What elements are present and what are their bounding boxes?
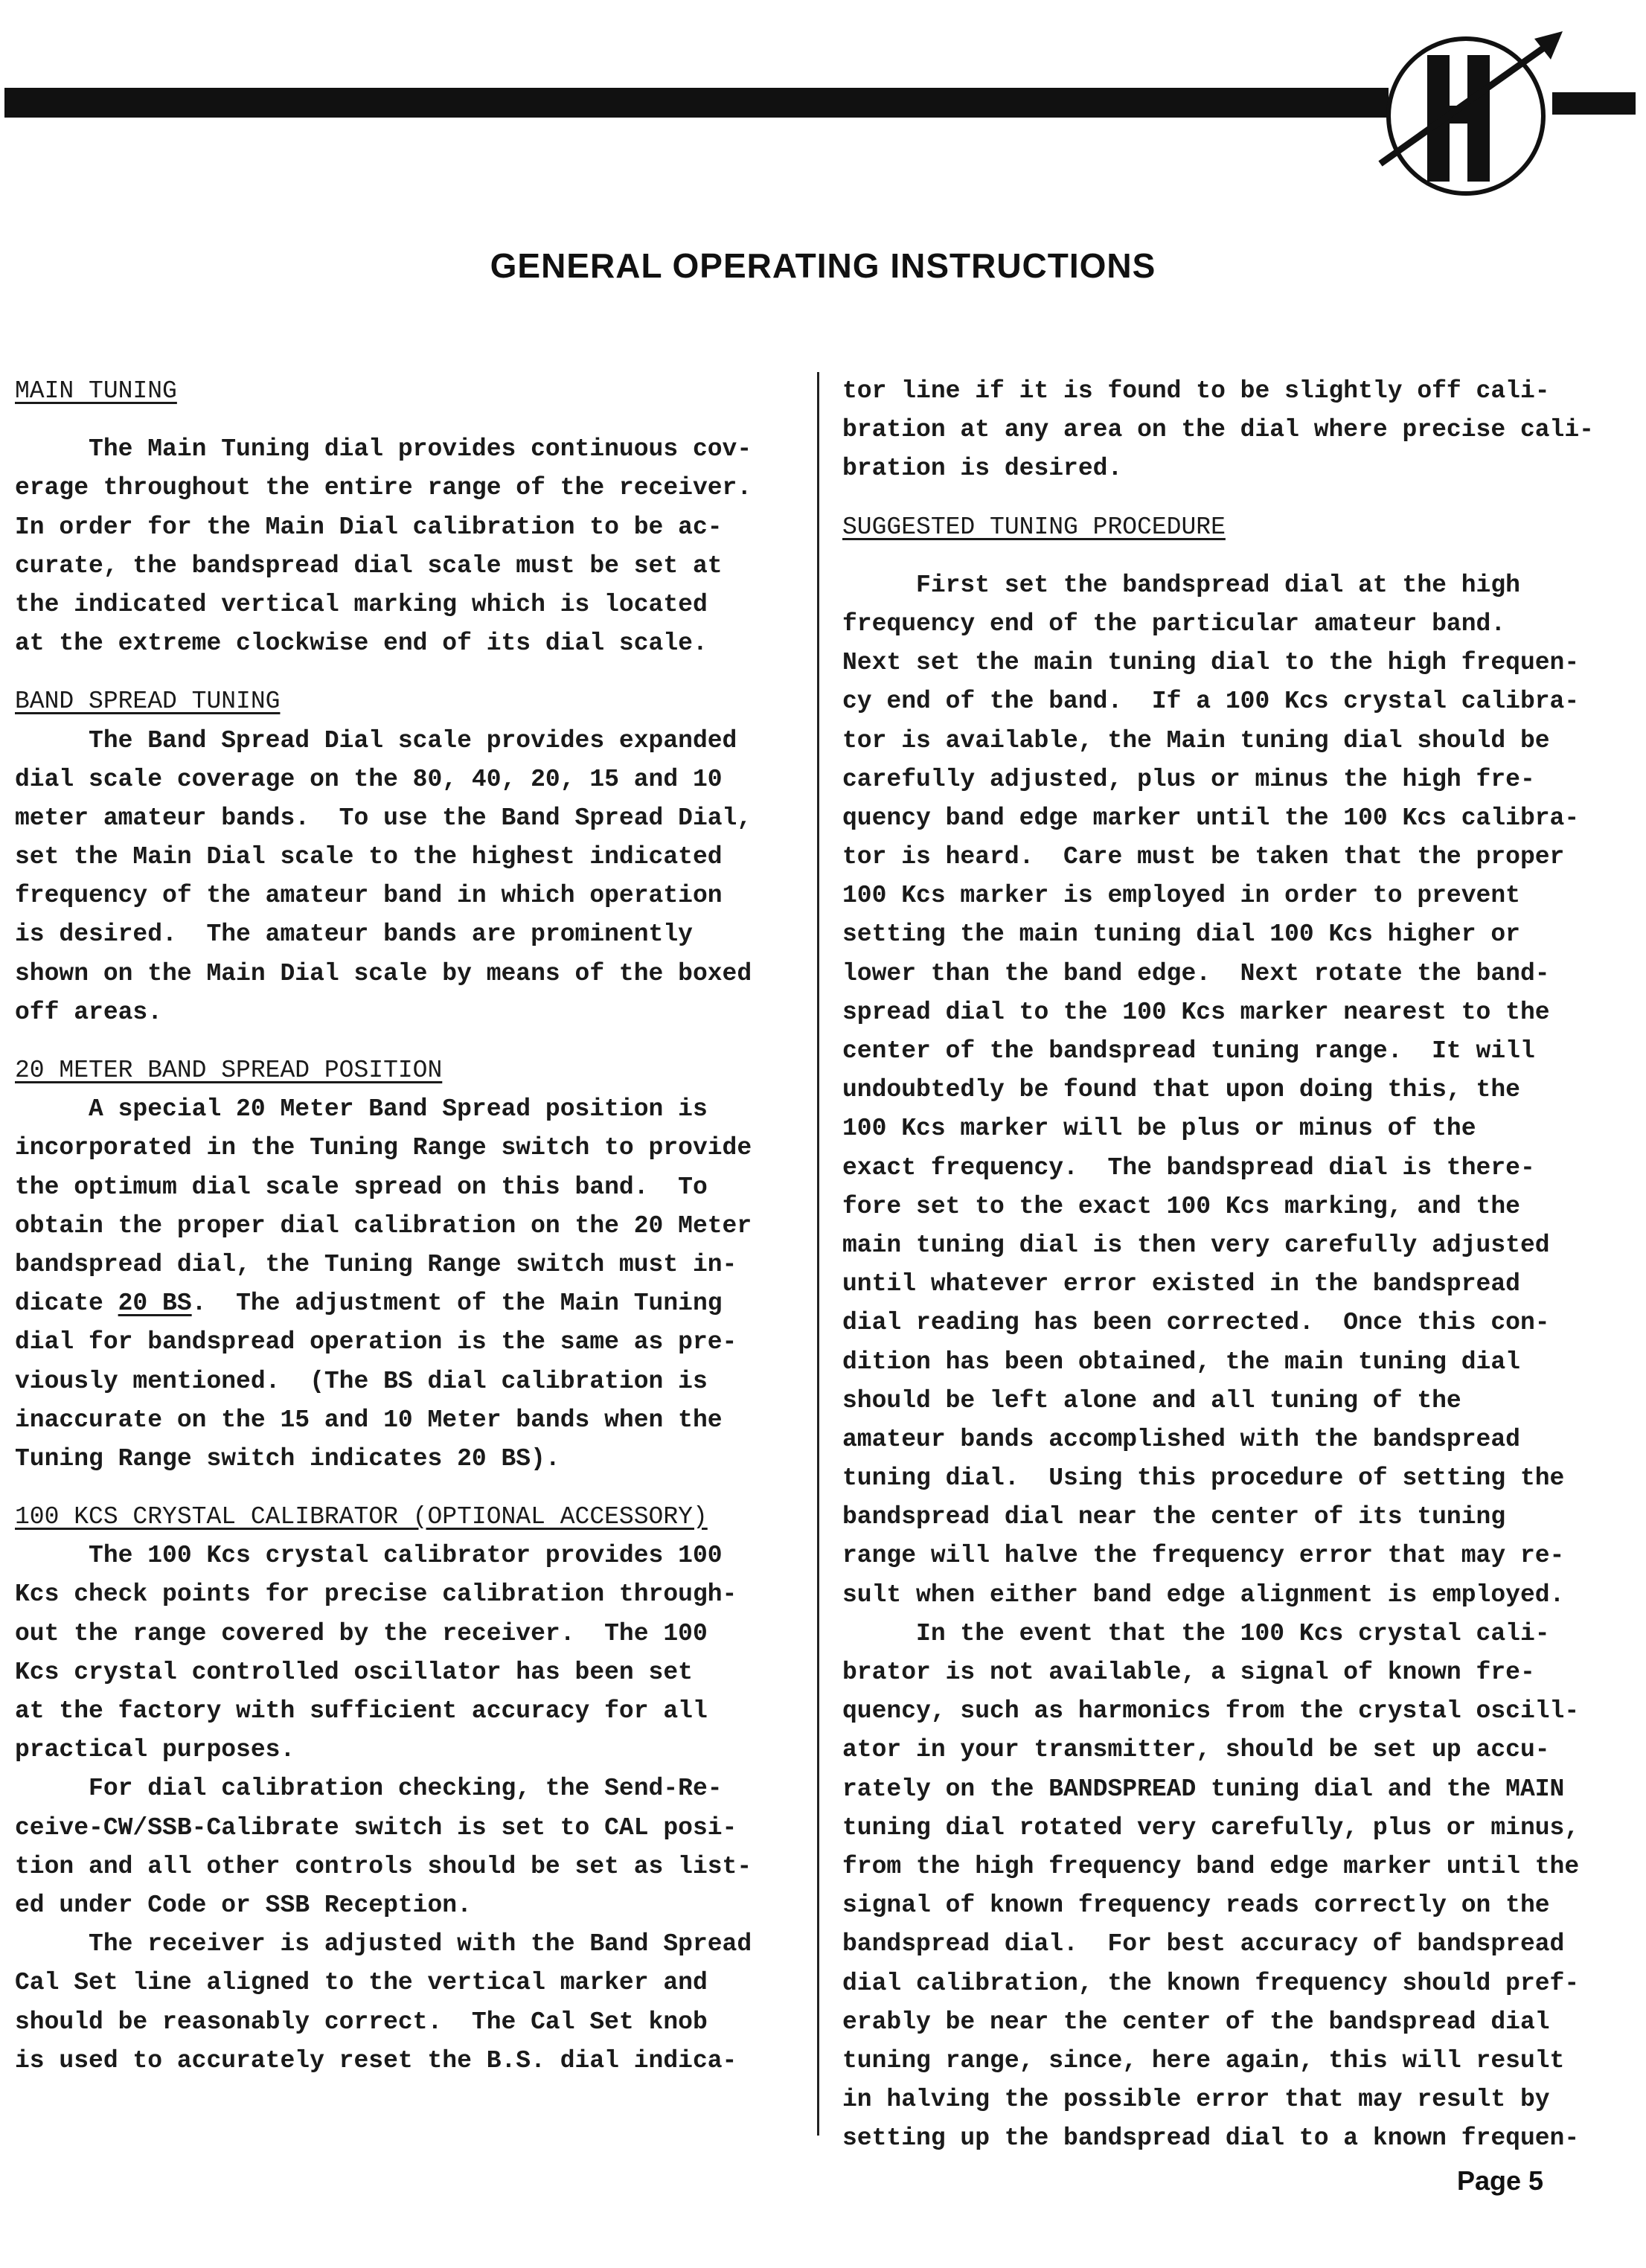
spacer [15,663,819,682]
spacer [15,1479,819,1498]
section-heading-main-tuning: MAIN TUNING [15,377,177,405]
text-fragment: . The adjustment of the Main Tuning [191,1290,723,1318]
text-line: practical purposes. [15,1736,295,1764]
spacer [15,411,819,430]
text-line: frequency of the amateur band in which operation [15,882,723,910]
text-line: at the extreme clockwise end of its dial scale. [15,630,708,658]
header-rule [4,88,1389,118]
text-line: bandspread dial, the Tuning Range switch must in- [15,1250,737,1278]
text-line: the indicated vertical marking which is located [15,590,708,618]
text-line: dial calibration, the known frequency should pref- [842,1969,1580,1997]
right-column [842,372,1646,2158]
text-line: cy end of the band. If a 100 Kcs crystal calibra- [842,688,1580,716]
text-line: A special 20 Meter Band Spread position is [15,1095,708,1124]
text-line: ator in your transmitter, should be set up accu- [842,1736,1550,1764]
section-heading-20-meter: 20 METER BAND SPREAD POSITION [15,1057,443,1084]
text-line: quency band edge marker until the 100 Kcs calibra- [842,804,1580,832]
text-line: Tuning Range switch indicates 20 BS). [15,1444,560,1473]
text-line: First set the bandspread dial at the high [842,571,1520,599]
text-line: brator is not available, a signal of known fre- [842,1659,1535,1686]
text-line: quency, such as harmonics from the crystal oscill- [842,1697,1580,1726]
text-line: off areas. [15,998,163,1026]
text-line: amateur bands accomplished with the bandspread [842,1425,1520,1453]
text-line: In the event that the 100 Kcs crystal cali- [842,1619,1550,1647]
text-line: tuning dial. Using this procedure of setting the [842,1464,1565,1493]
text-line: The Band Spread Dial scale provides expanded [15,726,737,755]
section-heading-calibrator: 100 KCS CRYSTAL CALIBRATOR (OPTIONAL ACCESSORY) [15,1503,708,1531]
text-line: The 100 Kcs crystal calibrator provides 100 [15,1542,723,1570]
text-line: inaccurate on the 15 and 10 Meter bands when the [15,1406,723,1434]
text-line: center of the bandspread tuning range. It will [842,1037,1535,1065]
text-line: undoubtedly be found that upon doing this, the [842,1076,1520,1104]
text-line: set the Main Dial scale to the highest indicated [15,843,723,871]
text-line: Kcs check points for precise calibration through- [15,1580,737,1609]
text-line: tor is heard. Care must be taken that the proper [842,843,1565,871]
text-line: carefully adjusted, plus or minus the high fre- [842,765,1535,793]
text-line: ed under Code or SSB Reception. [15,1891,472,1919]
text-line: spread dial to the 100 Kcs marker nearest to the [842,998,1550,1026]
text-line: 100 Kcs marker is employed in order to prevent [842,882,1520,910]
text-line: bandspread dial. For best accuracy of bandspread [842,1930,1565,1958]
text-line: dial scale coverage on the 80, 40, 20, 15 and 10 [15,765,723,793]
section-heading-tuning-procedure: SUGGESTED TUNING PROCEDURE [842,513,1226,541]
text-line: erage throughout the entire range of the receiver. [15,474,752,502]
text-line: bandspread dial near the center of its tuning [842,1503,1506,1531]
text-line: signal of known frequency reads correctly on the [842,1891,1550,1920]
spacer [842,489,1646,508]
text-line: should be left alone and all tuning of the [842,1386,1461,1415]
text-line: should be reasonably correct. The Cal Set knob [15,2008,708,2036]
text-line: viously mentioned. (The BS dial calibration is [15,1367,708,1395]
text-line: shown on the Main Dial scale by means of the boxed [15,959,752,987]
text-line: The Main Tuning dial provides continuous cov- [15,435,752,464]
text-line: erably be near the center of the bandspread dial [842,2008,1550,2036]
text-line: Kcs crystal controlled oscillator has been set [15,1658,693,1686]
text-line: Cal Set line aligned to the vertical marker and [15,1969,708,1997]
spacer [842,547,1646,566]
text-line: in halving the possible error that may result by [842,2086,1550,2114]
text-line: curate, the bandspread dial scale must be set at [15,551,723,580]
text-line: For dial calibration checking, the Send-Re- [15,1775,723,1803]
text-line: dition has been obtained, the main tuning dial [842,1348,1520,1376]
hallicrafters-h-logo-icon [1339,22,1592,201]
page-title: GENERAL OPERATING INSTRUCTIONS [490,246,1156,285]
text-line: bration is desired. [842,455,1123,483]
text-line: the optimum dial scale spread on this band. To [15,1173,708,1201]
section-heading-band-spread-tuning: BAND SPREAD TUNING [15,688,281,716]
text-line: sult when either band edge alignment is employed. [842,1580,1565,1609]
text-line: tor line if it is found to be slightly off cali- [842,377,1550,405]
text-line: meter amateur bands. To use the Band Spread Dial, [15,804,752,832]
text-line: Next set the main tuning dial to the high frequen- [842,649,1580,677]
text-line: 100 Kcs marker will be plus or minus of the [842,1115,1476,1143]
text-line: out the range covered by the receiver. The 100 [15,1619,708,1647]
text-line: is used to accurately reset the B.S. dial indica- [15,2046,737,2075]
text-line: setting up the bandspread dial to a known frequen- [842,2124,1580,2153]
text-line [15,1284,819,1323]
text-line: from the high frequency band edge marker until the [842,1852,1580,1880]
text-line: rately on the BANDSPREAD tuning dial and the MAIN [842,1775,1565,1803]
text-line: tion and all other controls should be set as list- [15,1852,752,1880]
text-line: tuning range, since, here again, this will result [842,2046,1565,2075]
text-line: is desired. The amateur bands are prominently [15,920,693,949]
text-line: fore set to the exact 100 Kcs marking, and the [842,1192,1520,1220]
text-line: In order for the Main Dial calibration to be ac- [15,513,723,541]
spacer [15,1032,819,1051]
text-line: until whatever error existed in the bandspread [842,1270,1520,1298]
text-line: dial reading has been corrected. Once this con- [842,1309,1550,1337]
text-line: lower than the band edge. Next rotate the band- [842,959,1550,987]
underlined-setting: 20 BS [118,1290,192,1318]
text-line: main tuning dial is then very carefully adjusted [842,1231,1550,1259]
text-line: tuning dial rotated very carefully, plus or minus, [842,1813,1580,1842]
text-line: exact frequency. The bandspread dial is there- [842,1153,1535,1182]
text-line: obtain the proper dial calibration on the 20 Meter [15,1211,752,1240]
text-fragment: dicate [15,1290,118,1318]
text-line: setting the main tuning dial 100 Kcs higher or [842,920,1520,949]
text-line: dial for bandspread operation is the same as pre- [15,1328,737,1356]
text-line: tor is available, the Main tuning dial should be [842,726,1550,755]
text-line: range will halve the frequency error that may re- [842,1542,1565,1570]
text-line: frequency end of the particular amateur band. [842,609,1506,638]
text-line: incorporated in the Tuning Range switch to provide [15,1134,752,1162]
left-column [15,372,819,2080]
text-line: The receiver is adjusted with the Band Spread [15,1930,752,1958]
text-line: ceive-CW/SSB-Calibrate switch is set to CAL posi- [15,1813,737,1842]
text-line: bration at any area on the dial where precise cali- [842,416,1594,444]
text-line: at the factory with sufficient accuracy for all [15,1697,708,1725]
page-number: Page 5 [1457,2165,1544,2196]
